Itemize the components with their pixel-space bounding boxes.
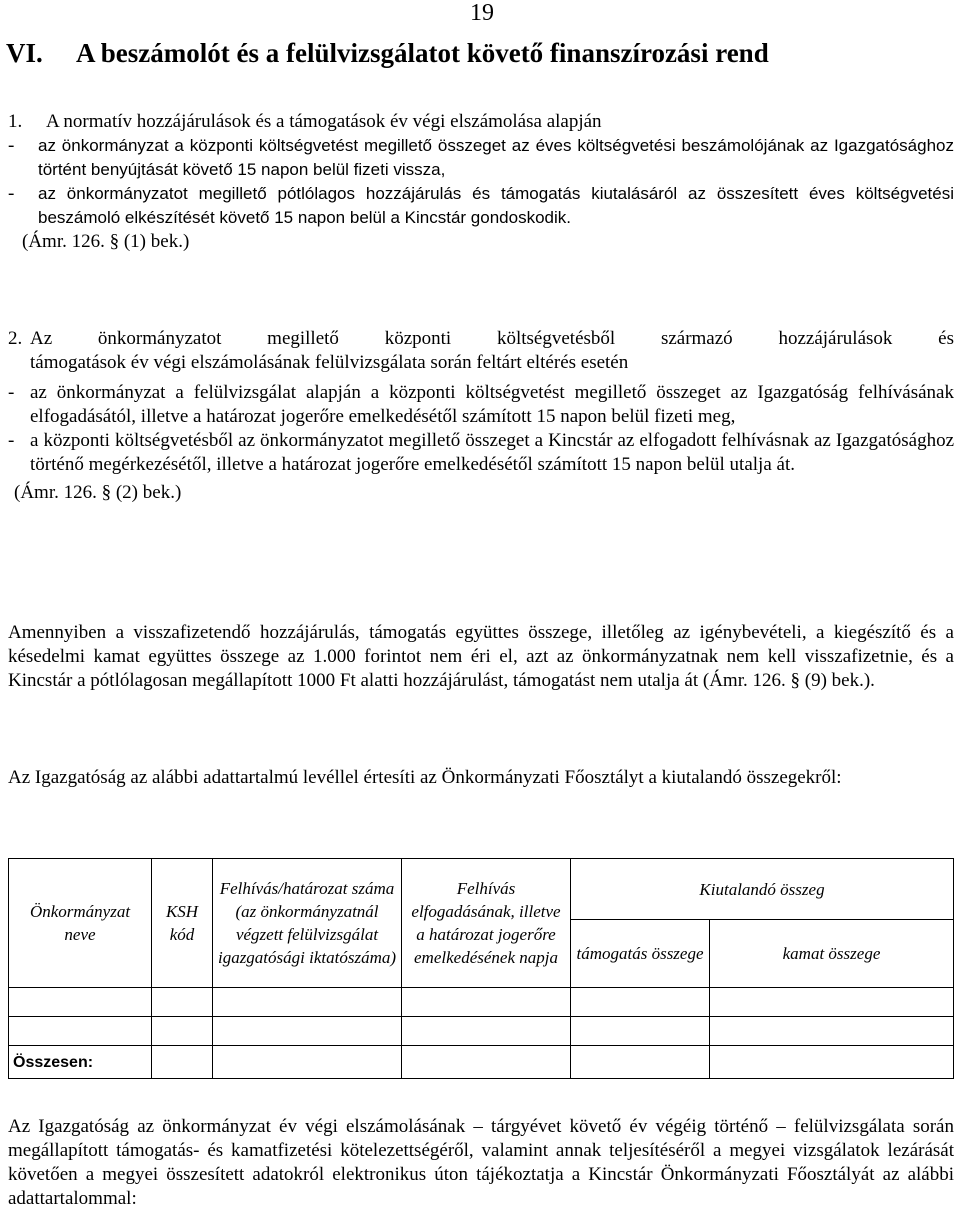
section-2-bullet-2-text: a központi költségvetésből az önkormányzatot megillető összeget a Kincstár az elfogadott felhívásnak az Igazgatósághoz történő megérkezésétől, illetve a határozat jogerőre emelkedésétől számított 15 napon belül utalja át. xyxy=(30,430,954,475)
table-cell xyxy=(9,988,152,1017)
total-label: Összesen: xyxy=(9,1046,152,1079)
table-cell xyxy=(402,1046,571,1079)
header-amount-group: Kiutalandó összeg xyxy=(571,859,954,920)
threshold-paragraph: Amennyiben a visszafizetendő hozzájárulás, támogatás együttes összege, illetőleg az igénybevételi, a kiegészítő és a késedelmi kamat együttes összege az 1.000 forintot nem éri el, azt az önkormányzatnak nem kell visszafizetnie, és a Kincstár a pótlólagosan megállapított 1000 Ft alatti hozzájárulást, támogatást nem utalja át (Ámr. 126. § (9) bek.). xyxy=(8,622,954,691)
table-cell xyxy=(402,1017,571,1046)
section-2-intro-line-1: Az önkormányzatot megillető központi költségvetésből származó hozzájárulások és xyxy=(30,328,954,349)
header-interest-amount: kamat összege xyxy=(710,920,954,988)
allocation-table xyxy=(8,858,954,1079)
section-1-bullet-1-text: az önkormányzat a központi költségvetést megillető összeget az éves költségvetési beszámolójának az Igazgatósághoz történt benyújtását követő 15 napon belül fizeti vissza, xyxy=(38,136,954,179)
table-cell xyxy=(571,1046,710,1079)
section-1-bullet-2-text: az önkormányzatot megillető pótlólagos hozzájárulás és támogatás kiutalásáról az összesített éves költségvetési beszámoló elkészítését követő 15 napon belül a Kincstár gondoskodik. xyxy=(38,184,954,227)
electronic-report-paragraph: Az Igazgatóság az önkormányzat év végi elszámolásának – tárgyévet követő év végéig történő – felülvizsgálata során megállapított támogatás- és kamatfizetési kötelezettségéről, valamint annak teljesítéséről a megyei vizsgálatok lezárását követően a megyei összesített adatokról elektronikus úton tájékoztatja a Kincstár Önkormányzati Főosztályát az alábbi adattartalommal: xyxy=(8,1116,954,1209)
table-cell xyxy=(571,988,710,1017)
section-1-title: A normatív hozzájárulások és a támogatások év végi elszámolása alapján xyxy=(46,111,602,132)
table-cell xyxy=(152,988,213,1017)
table-cell xyxy=(152,1046,213,1079)
header-call-number: Felhívás/határozat száma (az önkormányzatnál végzett felülvizsgálat igazgatósági iktatószáma) xyxy=(213,859,402,988)
section-2 xyxy=(8,327,954,505)
table-cell xyxy=(571,1017,710,1046)
section-1-bullet xyxy=(8,134,954,182)
section-2-bullet xyxy=(8,429,954,477)
dash-marker: - xyxy=(8,183,15,204)
table-cell xyxy=(213,1017,402,1046)
table-cell xyxy=(152,1017,213,1046)
table-row xyxy=(9,988,954,1017)
table-cell xyxy=(9,1017,152,1046)
chapter-heading xyxy=(6,36,769,70)
section-1-title-row xyxy=(8,110,954,134)
section-2-number: 2. xyxy=(8,328,23,349)
section-2-bullet xyxy=(8,381,954,429)
table-cell xyxy=(213,988,402,1017)
table-cell xyxy=(213,1046,402,1079)
section-2-bullet-1-text: az önkormányzat a felülvizsgálat alapján a központi költségvetést megillető összeget az Igazgatóság felhívásának elfogadásától, illetve a határozat jogerőre emelkedésétől számított 15 napon belül fizeti meg, xyxy=(30,382,954,427)
page-number: 19 xyxy=(470,0,494,26)
section-2-intro-row xyxy=(8,327,954,351)
section-1-reference: (Ámr. 126. § (1) bek.) xyxy=(22,231,190,252)
table-cell xyxy=(710,988,954,1017)
header-support-amount: támogatás összege xyxy=(571,920,710,988)
section-2-reference: (Ámr. 126. § (2) bek.) xyxy=(14,482,182,503)
table-cell xyxy=(402,988,571,1017)
dash-marker: - xyxy=(8,382,15,403)
table-row xyxy=(9,1017,954,1046)
header-ksh-code: KSH kód xyxy=(152,859,213,988)
section-1-bullet xyxy=(8,182,954,230)
chapter-title: A beszámolót és a felülvizsgálatot követő finanszírozási rend xyxy=(76,38,769,68)
table-cell xyxy=(710,1046,954,1079)
header-municipality-name: Önkormányzat neve xyxy=(9,859,152,988)
dash-marker: - xyxy=(8,430,15,451)
section-2-intro-line-2: támogatások év végi elszámolásának felülvizsgálata során feltárt eltérés esetén xyxy=(30,352,629,373)
section-1-number: 1. xyxy=(8,111,23,132)
section-1 xyxy=(8,110,954,254)
table-cell xyxy=(710,1017,954,1046)
notification-paragraph: Az Igazgatóság az alábbi adattartalmú levéllel értesíti az Önkormányzati Főosztályt a kiutalandó összegekről: xyxy=(8,767,842,788)
chapter-number: VI. xyxy=(6,38,43,68)
total-row xyxy=(9,1046,954,1079)
dash-marker: - xyxy=(8,135,15,156)
header-acceptance-date: Felhívás elfogadásának, illetve a határozat jogerőre emelkedésének napja xyxy=(402,859,571,988)
